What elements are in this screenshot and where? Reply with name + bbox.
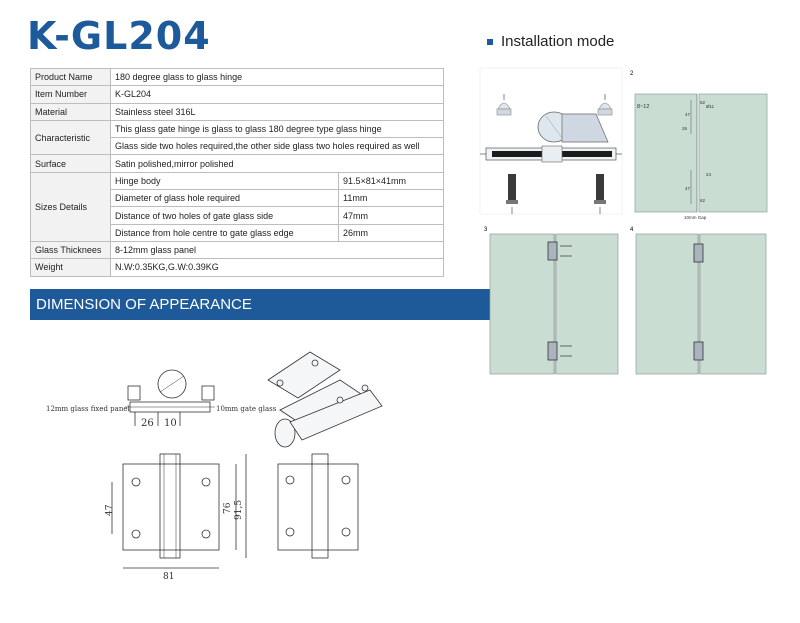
dim-10-label: 10 — [164, 418, 177, 429]
table-row — [31, 155, 444, 172]
spec-value: This glass gate hinge is glass to glass 180 degree type glass hinge — [111, 120, 444, 137]
dimension-drawings — [40, 330, 420, 585]
spec-label: Material — [31, 103, 111, 120]
dim-76-label: 76 — [223, 502, 233, 514]
table-row — [31, 241, 444, 258]
spec-value: K-GL204 — [111, 86, 444, 103]
table-row — [31, 120, 444, 137]
spec-value: Stainless steel 316L — [111, 103, 444, 120]
spec-label: Item Number — [31, 86, 111, 103]
spec-label: Surface — [31, 155, 111, 172]
size-value: 91.5×81×41mm — [339, 172, 444, 189]
step-number: 4 — [630, 227, 634, 233]
dim-915-label: 91,5 — [234, 499, 244, 520]
size-value: 11mm — [339, 190, 444, 207]
step-number: 2 — [630, 71, 634, 77]
size-name: Distance of two holes of gate glass side — [111, 207, 339, 224]
spec-value: Satin polished,mirror polished — [111, 155, 444, 172]
table-row — [31, 103, 444, 120]
dim-47-label: 47 — [105, 504, 115, 516]
table-row — [31, 259, 444, 276]
size-name: Diameter of glass hole required — [111, 190, 339, 207]
install-step-3 — [484, 227, 618, 374]
spec-table — [30, 68, 444, 277]
spec-label: Product Name — [31, 69, 111, 86]
size-name: Hinge body — [111, 172, 339, 189]
dim-label: 62 — [700, 100, 706, 105]
installation-mode-heading — [487, 33, 614, 50]
spec-value: 8-12mm glass panel — [111, 241, 444, 258]
bullet-square-icon — [487, 39, 493, 45]
size-name: Distance from hole centre to gate glass edge — [111, 224, 339, 241]
install-step-2 — [630, 71, 767, 220]
table-row — [31, 172, 444, 189]
isometric-view-drawing — [268, 352, 382, 447]
step-number: 3 — [484, 227, 488, 233]
dim-label: Ø11 — [706, 104, 715, 109]
dim-81-label: 81 — [163, 572, 175, 582]
gate-glass-label: 10mm gate glass — [216, 405, 277, 413]
installation-mode-label: Installation mode — [501, 33, 615, 50]
page-title: K-GL204 — [27, 14, 211, 58]
dim-label: 62 — [700, 198, 706, 203]
install-step-1 — [480, 68, 622, 214]
dim-label: 47 — [685, 186, 691, 191]
spec-value: 180 degree glass to glass hinge — [111, 69, 444, 86]
spec-value: N.W:0.35KG,G.W:0.39KG — [111, 259, 444, 276]
install-step-4 — [630, 227, 766, 374]
spec-label: Weight — [31, 259, 111, 276]
dim-label: 24 — [706, 172, 712, 177]
table-row — [31, 69, 444, 86]
table-row — [31, 86, 444, 103]
gap-dim-label: 8~12 — [637, 104, 650, 110]
spec-value: Glass side two holes required,the other side glass two holes required as well — [111, 138, 444, 155]
size-value: 47mm — [339, 207, 444, 224]
size-value: 26mm — [339, 224, 444, 241]
dimension-header: DIMENSION OF APPEARANCE — [30, 289, 490, 320]
installation-diagrams — [478, 64, 778, 380]
spec-label: Glass Thicknees — [31, 241, 111, 258]
gap-label: 10mm Gap — [684, 215, 707, 220]
spec-label: Sizes Details — [31, 172, 111, 241]
side-elevation-drawing — [278, 454, 358, 558]
dim-26-label: 26 — [141, 418, 154, 429]
dim-label: 47 — [685, 112, 691, 117]
dim-label: 26 — [682, 126, 688, 131]
fixed-panel-label: 12mm glass fixed panel — [46, 405, 130, 413]
spec-label: Characteristic — [31, 120, 111, 155]
